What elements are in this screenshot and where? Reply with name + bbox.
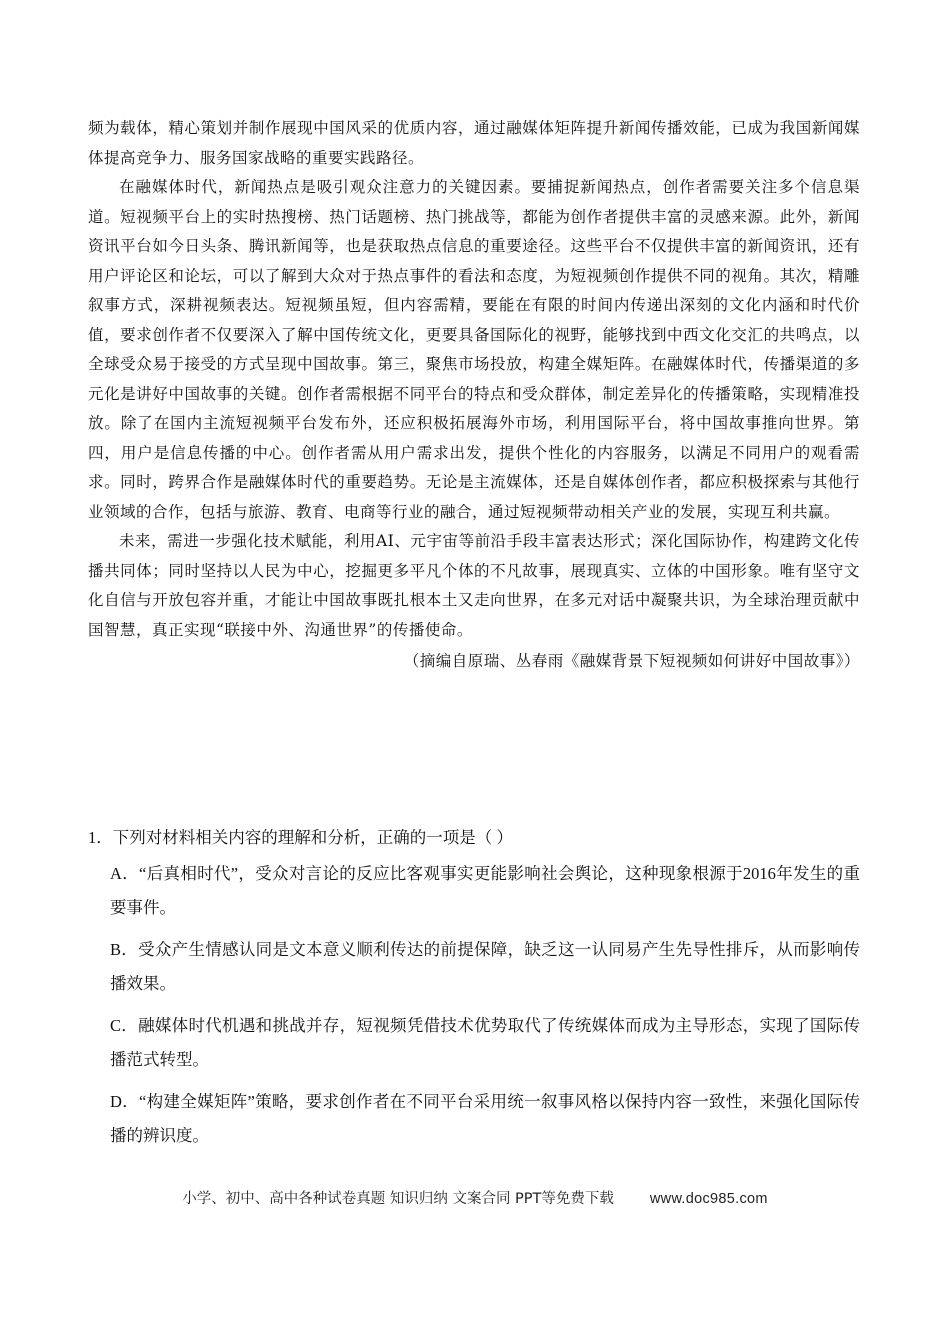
question-1 — [88, 823, 860, 1161]
article-source: （摘编自原瑞、丛春雨《融媒背景下短视频如何讲好中国故事》） — [403, 652, 860, 670]
paragraph-future: 未来，需进一步强化技术赋能，利用AI、元宇宙等前沿手段丰富表达形式；深化国际协作，构建跨文化传播共同体；同时坚持以人民为中心，挖掘更多平凡个体的不凡故事，展现真实、立体的中国形象。唯有坚守文化自信与开放包容并重，才能让中国故事既扎根本土又走向世界，在多元对话中凝聚共识，为全球治理贡献中国智慧，真正实现“联接中外、沟通世界”的传播使命。 — [88, 532, 860, 639]
footer-text: 小学、初中、高中各种试卷真题 知识归纳 文案合同 PPT等免费下载 — [182, 1191, 614, 1207]
option-c: C．融媒体时代机遇和挑战并存，短视频凭借技术优势取代了传统媒体而成为主导形态，实现了国际传播范式转型。 — [110, 1016, 860, 1069]
question-stem: 1．下列对材料相关内容的理解和分析，正确的一项是（ ） — [88, 828, 513, 847]
paragraph-continuation: 频为载体，精心策划并制作展现中国风采的优质内容，通过融媒体矩阵提升新闻传播效能，已成为我国新闻媒体提高竞争力、服务国家战略的重要实践路径。 — [88, 119, 860, 167]
article-body — [88, 114, 860, 678]
paragraph-news-hotspots: 在融媒体时代，新闻热点是吸引观众注意力的关键因素。要捕捉新闻热点，创作者需要关注多个信息渠道。短视频平台上的实时热搜榜、热门话题榜、热门挑战等，都能为创作者提供丰富的灵感来源。此外，新闻资讯平台如今日头条、腾讯新闻等，也是获取热点信息的重要途径。这些平台不仅提供丰富的新闻资讯，还有用户评论区和论坛，可以了解到大众对于热点事件的看法和态度，为短视频创作提供不同的视角。其次，精雕叙事方式，深耕视频表达。短视频虽短，但内容需精，要能在有限的时间内传递出深刻的文化内涵和时代价值，要求创作者不仅要深入了解中国传统文化，更要具备国际化的视野，能够找到中西文化交汇的共鸣点，以全球受众易于接受的方式呈现中国故事。第三，聚焦市场投放，构建全媒矩阵。在融媒体时代，传播渠道的多元化是讲好中国故事的关键。创作者需根据不同平台的特点和受众群体，制定差异化的传播策略，实现精准投放。除了在国内主流短视频平台发布外，还应积极拓展海外市场，利用国际平台，将中国故事推向世界。第四，用户是信息传播的中心。创作者需从用户需求出发，提供个性化的内容服务，以满足不同用户的观看需求。同时，跨界合作是融媒体时代的重要趋势。无论是主流媒体，还是自媒体创作者，都应积极探索与其他行业领域的合作，包括与旅游、教育、电商等行业的融合，通过短视频带动相关产业的发展，实现互利共赢。 — [88, 178, 860, 521]
option-d: D．“构建全媒矩阵”策略，要求创作者在不同平台采用统一叙事风格以保持内容一致性，来强化国际传播的辨识度。 — [110, 1092, 860, 1145]
option-b: B．受众产生情感认同是文本意义顺利传达的前提保障，缺乏这一认同易产生先导性排斥，从而影响传播效果。 — [110, 940, 860, 993]
page-footer — [0, 1187, 950, 1208]
footer-url[interactable]: www.doc985.com — [649, 1191, 768, 1207]
option-a: A．“后真相时代”，受众对言论的反应比客观事实更能影响社会舆论，这种现象根源于2016年发生的重要事件。 — [110, 864, 860, 917]
